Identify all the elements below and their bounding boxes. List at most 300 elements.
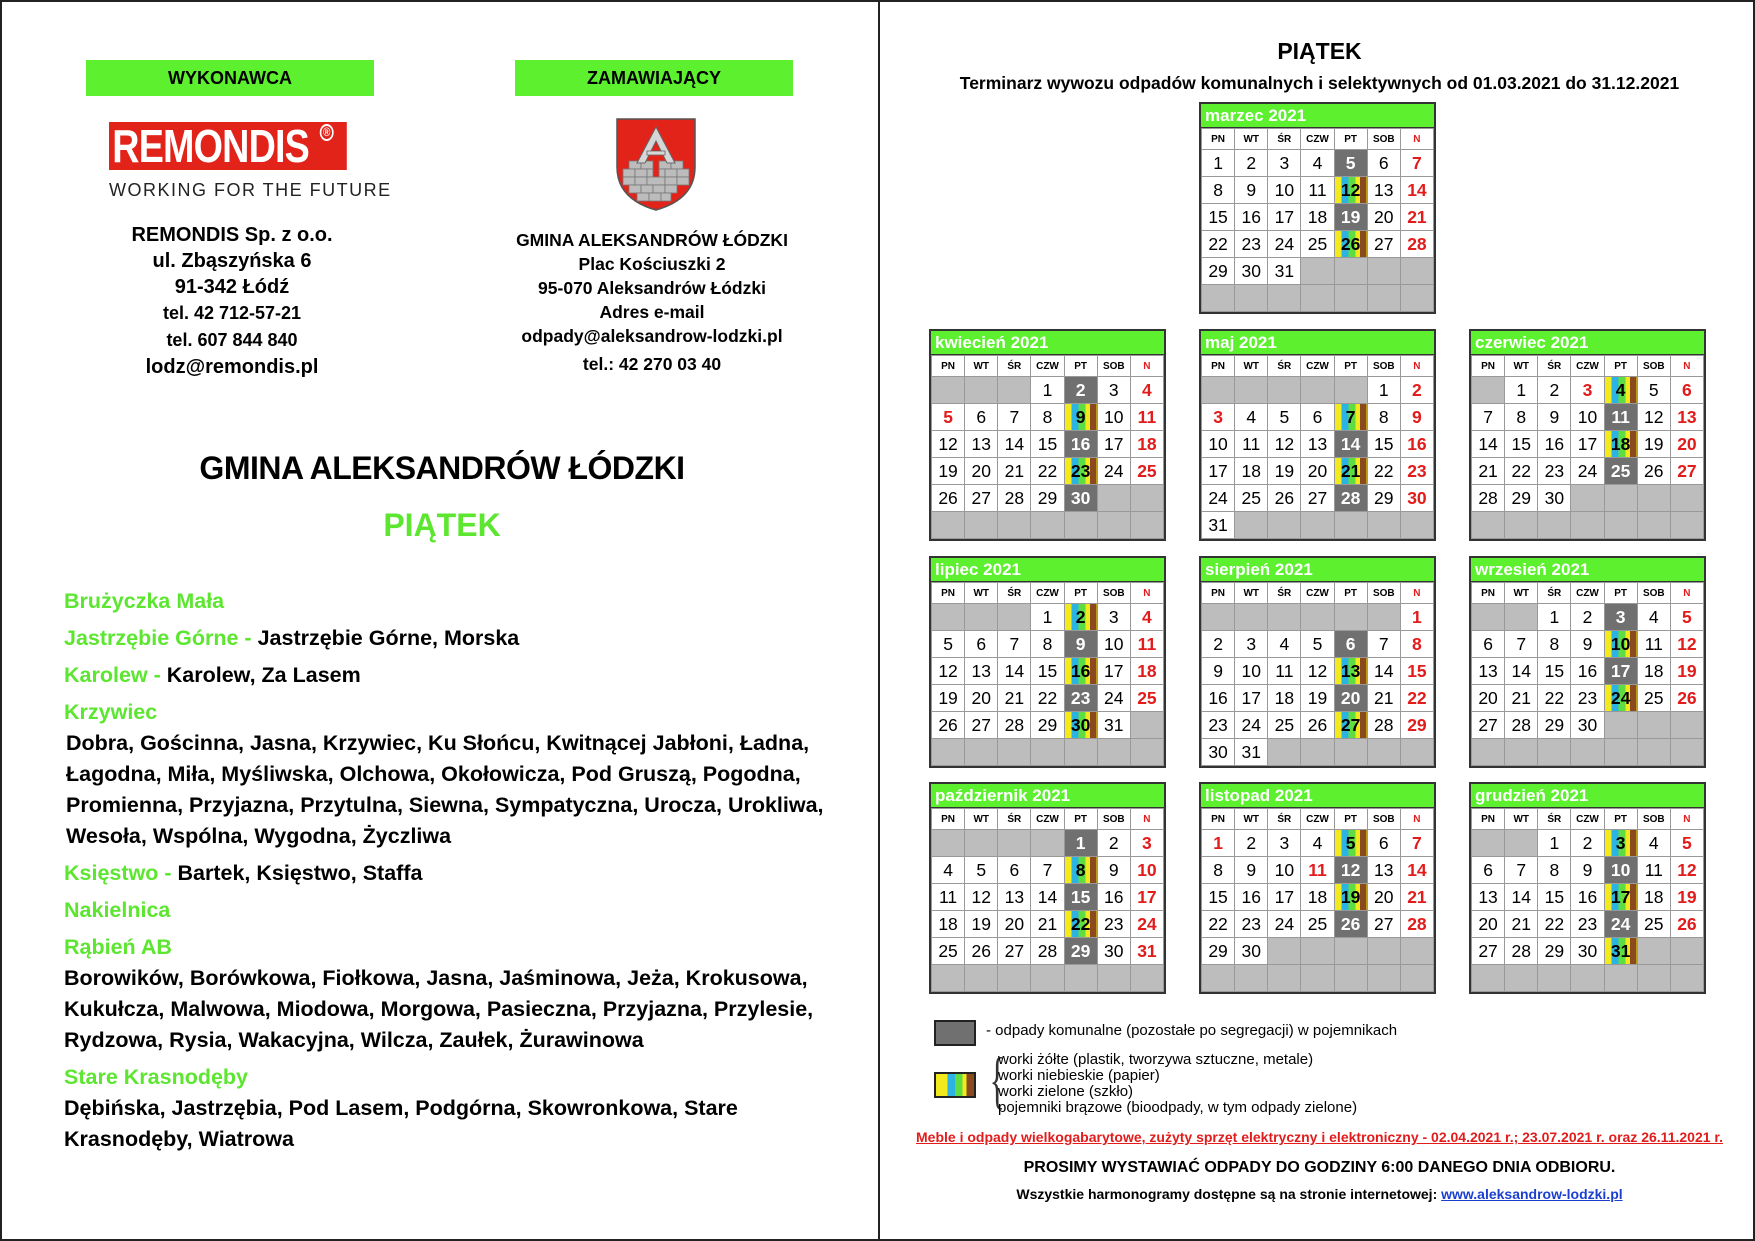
wykonawca-label: WYKONAWCA (86, 60, 374, 96)
day-cell: 7 (1400, 830, 1433, 857)
empty-day-cell (1670, 965, 1703, 992)
weekday-header: PT (1334, 129, 1367, 150)
client-email: odpady@aleksandrow-lodzki.pl (521, 326, 783, 346)
day-cell: 14 (1472, 431, 1505, 458)
day-cell: 26 (932, 712, 965, 739)
selective-pickup-day: 23 (1064, 458, 1097, 485)
day-cell: 12 (1268, 431, 1301, 458)
area-streets: Bartek, Księstwo, Staffa (177, 861, 423, 885)
day-cell: 17 (1571, 431, 1604, 458)
empty-day-cell (965, 965, 998, 992)
weekday-header: PT (1334, 809, 1367, 830)
day-cell: 2 (1571, 604, 1604, 631)
empty-day-cell (1538, 512, 1571, 539)
empty-day-cell (1334, 938, 1367, 965)
day-cell: 25 (1268, 712, 1301, 739)
weekday-header: SOB (1367, 809, 1400, 830)
legend-text: worki niebieskie (papier) (998, 1067, 1160, 1084)
day-cell: 24 (1268, 911, 1301, 938)
day-cell: 15 (1538, 884, 1571, 911)
weekday-header: CZW (1301, 583, 1334, 604)
area-item (64, 697, 864, 852)
day-cell: 28 (998, 712, 1031, 739)
day-cell: 3 (1097, 377, 1130, 404)
day-cell: 21 (1031, 911, 1064, 938)
weekday-header: N (1400, 129, 1433, 150)
day-cell: 11 (1130, 631, 1163, 658)
day-cell: 30 (1538, 485, 1571, 512)
day-cell: 13 (1472, 884, 1505, 911)
day-cell: 9 (1400, 404, 1433, 431)
day-cell: 1 (1538, 604, 1571, 631)
day-cell: 15 (1367, 431, 1400, 458)
day-cell: 2 (1235, 830, 1268, 857)
weekday-header: ŚR (1268, 583, 1301, 604)
contractor-line: tel. 42 712-57-21 (162, 303, 302, 323)
day-cell: 20 (1670, 431, 1703, 458)
empty-day-cell (1097, 512, 1130, 539)
empty-day-cell (1367, 604, 1400, 631)
area-streets: Karolew, Za Lasem (166, 663, 361, 687)
month-calendar (929, 329, 1166, 541)
empty-day-cell (998, 604, 1031, 631)
day-cell: 26 (1268, 485, 1301, 512)
day-cell: 30 (1400, 485, 1433, 512)
client-address (482, 228, 822, 376)
day-cell: 10 (1130, 857, 1163, 884)
day-cell: 18 (1130, 431, 1163, 458)
day-cell: 5 (932, 404, 965, 431)
empty-day-cell (1400, 285, 1433, 312)
day-cell: 17 (1202, 458, 1235, 485)
day-cell: 11 (932, 884, 965, 911)
weekday-header: WT (1235, 583, 1268, 604)
weekday-header: SOB (1367, 583, 1400, 604)
day-cell: 5 (1301, 631, 1334, 658)
empty-day-cell (1505, 965, 1538, 992)
empty-day-cell (1604, 965, 1637, 992)
contractor-line: 91-342 Łódź (174, 276, 290, 298)
day-cell: 28 (1400, 911, 1433, 938)
day-cell: 14 (1367, 658, 1400, 685)
area-name: Brużyczka Mała (64, 589, 225, 613)
day-cell: 6 (1367, 830, 1400, 857)
day-cell: 8 (1202, 857, 1235, 884)
selective-pickup-day: 3 (1604, 830, 1637, 857)
day-cell: 5 (1637, 377, 1670, 404)
day-cell: 16 (1097, 884, 1130, 911)
day-cell: 1 (1202, 830, 1235, 857)
day-cell: 13 (998, 884, 1031, 911)
empty-day-cell (1268, 604, 1301, 631)
day-cell: 11 (1235, 431, 1268, 458)
weekday-header: WT (965, 809, 998, 830)
empty-day-cell (1637, 512, 1670, 539)
brace-icon: { (989, 1044, 1006, 1115)
komunalne-pickup-day: 17 (1604, 658, 1637, 685)
day-cell: 27 (1670, 458, 1703, 485)
weekday-header: ŚR (1268, 129, 1301, 150)
weekday-header: PT (1334, 583, 1367, 604)
day-cell: 7 (1505, 857, 1538, 884)
day-cell: 13 (1472, 658, 1505, 685)
day-cell: 14 (1400, 177, 1433, 204)
day-cell: 21 (1505, 685, 1538, 712)
empty-day-cell (1472, 965, 1505, 992)
selective-pickup-day: 13 (1334, 658, 1367, 685)
day-cell: 19 (1637, 431, 1670, 458)
day-cell: 30 (1571, 712, 1604, 739)
day-cell: 20 (965, 458, 998, 485)
website-link[interactable]: www.aleksandrow-lodzki.pl (1441, 1186, 1623, 1202)
empty-day-cell (1472, 604, 1505, 631)
empty-day-cell (1472, 830, 1505, 857)
day-cell: 8 (1538, 631, 1571, 658)
komunalne-pickup-day: 6 (1334, 631, 1367, 658)
day-cell: 7 (1031, 857, 1064, 884)
day-cell: 30 (1202, 739, 1235, 766)
remondis-logo (109, 120, 392, 201)
empty-day-cell (1235, 285, 1268, 312)
day-cell: 10 (1097, 404, 1130, 431)
komunalne-pickup-day: 16 (1064, 431, 1097, 458)
selective-pickup-day: 8 (1064, 857, 1097, 884)
weekday-header: WT (965, 356, 998, 377)
selective-pickup-day: 18 (1604, 431, 1637, 458)
area-streets: Jastrzębie Górne, Morska (257, 626, 520, 650)
day-cell: 26 (1670, 911, 1703, 938)
contractor-line: ul. Zbąszyńska 6 (152, 250, 312, 272)
day-cell: 14 (1400, 857, 1433, 884)
day-cell: 27 (1472, 712, 1505, 739)
weekday-header: CZW (1031, 583, 1064, 604)
empty-day-cell (965, 512, 998, 539)
month-calendar (929, 782, 1166, 994)
empty-day-cell (1400, 938, 1433, 965)
day-cell: 4 (1637, 830, 1670, 857)
weekday-header: PN (1202, 129, 1235, 150)
day-cell: 18 (1235, 458, 1268, 485)
day-cell: 16 (1235, 884, 1268, 911)
day-cell: 1 (1202, 150, 1235, 177)
selective-pickup-day: 17 (1604, 884, 1637, 911)
area-name: Jastrzębie Górne - (64, 626, 258, 650)
selective-pickup-day: 12 (1334, 177, 1367, 204)
empty-day-cell (1031, 965, 1064, 992)
day-cell: 18 (1130, 658, 1163, 685)
legend-text: worki zielone (szkło) (998, 1083, 1134, 1100)
day-cell: 26 (1637, 458, 1670, 485)
empty-day-cell (1367, 739, 1400, 766)
weekday-header: SOB (1367, 129, 1400, 150)
day-cell: 30 (1571, 938, 1604, 965)
empty-day-cell (998, 739, 1031, 766)
day-cell: 2 (1097, 830, 1130, 857)
empty-day-cell (1367, 258, 1400, 285)
empty-day-cell (1472, 512, 1505, 539)
day-cell: 7 (998, 631, 1031, 658)
empty-day-cell (1604, 512, 1637, 539)
client-line: GMINA ALEKSANDRÓW ŁÓDZKI (516, 230, 788, 250)
empty-day-cell (1367, 938, 1400, 965)
month-calendar (1199, 329, 1436, 541)
weekday-header: PT (1334, 356, 1367, 377)
day-cell: 1 (1367, 377, 1400, 404)
empty-day-cell (1130, 512, 1163, 539)
komunalne-pickup-day: 10 (1604, 857, 1637, 884)
weekday-header: WT (1235, 129, 1268, 150)
day-cell: 7 (1400, 150, 1433, 177)
day-cell: 2 (1571, 830, 1604, 857)
day-cell: 23 (1400, 458, 1433, 485)
day-cell: 28 (998, 485, 1031, 512)
month-calendar (1199, 102, 1436, 314)
weekday-header: PN (1472, 356, 1505, 377)
day-cell: 12 (1301, 658, 1334, 685)
selective-pickup-day: 27 (1334, 712, 1367, 739)
empty-day-cell (1571, 965, 1604, 992)
empty-day-cell (1334, 512, 1367, 539)
day-cell: 24 (1571, 458, 1604, 485)
day-cell: 9 (1235, 857, 1268, 884)
weekday-header: SOB (1097, 583, 1130, 604)
weekday-header: CZW (1301, 356, 1334, 377)
day-cell: 15 (1538, 658, 1571, 685)
day-cell: 29 (1538, 712, 1571, 739)
area-name: Rąbień AB (64, 935, 172, 959)
day-cell: 17 (1268, 204, 1301, 231)
empty-day-cell (1301, 739, 1334, 766)
empty-day-cell (1301, 965, 1334, 992)
empty-day-cell (1202, 604, 1235, 631)
komunalne-pickup-day: 24 (1604, 911, 1637, 938)
day-cell: 28 (1400, 231, 1433, 258)
day-cell: 29 (1505, 485, 1538, 512)
empty-day-cell (1064, 965, 1097, 992)
day-cell: 11 (1130, 404, 1163, 431)
day-cell: 28 (1505, 938, 1538, 965)
month-calendar (1469, 329, 1706, 541)
day-cell: 14 (998, 431, 1031, 458)
empty-day-cell (1268, 285, 1301, 312)
empty-day-cell (998, 830, 1031, 857)
weekday-header: WT (1505, 809, 1538, 830)
empty-day-cell (1637, 965, 1670, 992)
day-cell: 25 (1637, 685, 1670, 712)
empty-day-cell (1400, 512, 1433, 539)
day-cell: 1 (1505, 377, 1538, 404)
empty-day-cell (932, 830, 965, 857)
day-cell: 27 (1367, 231, 1400, 258)
registered-mark: ® (320, 124, 334, 141)
empty-day-cell (965, 830, 998, 857)
day-cell: 24 (1202, 485, 1235, 512)
empty-day-cell (1604, 712, 1637, 739)
weekday-header: N (1130, 356, 1163, 377)
day-cell: 19 (932, 685, 965, 712)
contractor-line: REMONDIS Sp. z o.o. (131, 224, 333, 246)
day-cell: 10 (1571, 404, 1604, 431)
day-label: PIĄTEK (383, 507, 501, 543)
area-item (64, 623, 864, 654)
day-cell: 22 (1367, 458, 1400, 485)
empty-day-cell (1505, 830, 1538, 857)
day-cell: 28 (1031, 938, 1064, 965)
day-cell: 15 (1202, 884, 1235, 911)
komunalne-pickup-day: 23 (1064, 685, 1097, 712)
day-cell: 13 (1670, 404, 1703, 431)
day-cell: 16 (1235, 204, 1268, 231)
weekday-header: SOB (1637, 356, 1670, 377)
day-cell: 23 (1097, 911, 1130, 938)
client-line: Adres e-mail (599, 302, 705, 322)
day-cell: 21 (998, 458, 1031, 485)
day-cell: 2 (1202, 631, 1235, 658)
weekday-header: WT (965, 583, 998, 604)
remondis-logo-text: REMONDIS (112, 120, 310, 172)
day-cell: 6 (965, 631, 998, 658)
komunalne-pickup-day: 5 (1334, 150, 1367, 177)
empty-day-cell (1538, 739, 1571, 766)
client-line: tel.: 42 270 03 40 (582, 354, 722, 374)
day-cell: 20 (1367, 204, 1400, 231)
day-cell: 12 (965, 884, 998, 911)
legend-text: - odpady komunalne (pozostałe po segregacji) w pojemnikach (986, 1022, 1398, 1039)
weekday-header: PT (1064, 356, 1097, 377)
day-cell: 10 (1268, 177, 1301, 204)
empty-day-cell (1670, 938, 1703, 965)
day-cell: 25 (932, 938, 965, 965)
day-cell: 19 (1301, 685, 1334, 712)
area-name: Nakielnica (64, 898, 171, 922)
weekday-header: PN (1472, 583, 1505, 604)
day-cell: 27 (1301, 485, 1334, 512)
day-cell: 8 (1538, 857, 1571, 884)
day-cell: 4 (1637, 604, 1670, 631)
day-cell: 25 (1637, 911, 1670, 938)
day-cell: 25 (1130, 458, 1163, 485)
day-cell: 22 (1400, 685, 1433, 712)
day-cell: 25 (1301, 911, 1334, 938)
day-cell: 16 (1571, 658, 1604, 685)
weekday-header: CZW (1031, 356, 1064, 377)
day-cell: 9 (1235, 177, 1268, 204)
day-cell: 26 (1670, 685, 1703, 712)
day-cell: 3 (1268, 150, 1301, 177)
day-cell: 29 (1031, 712, 1064, 739)
area-streets: Dębińska, Jastrzębia, Pod Lasem, Podgórna, Skowronkowa, Stare Krasnodęby, Wiatrowa (64, 1096, 738, 1151)
day-cell: 17 (1235, 685, 1268, 712)
day-cell: 23 (1571, 685, 1604, 712)
weekday-header: CZW (1571, 583, 1604, 604)
selective-pickup-day: 10 (1604, 631, 1637, 658)
selective-pickup-day: 5 (1334, 830, 1367, 857)
day-cell: 13 (1367, 857, 1400, 884)
day-cell: 5 (932, 631, 965, 658)
weekday-header: WT (1235, 809, 1268, 830)
area-item (64, 586, 864, 617)
weekday-header: SOB (1097, 356, 1130, 377)
selective-pickup-day: 31 (1604, 938, 1637, 965)
selective-pickup-day: 26 (1334, 231, 1367, 258)
komunalne-pickup-day: 11 (1604, 404, 1637, 431)
empty-day-cell (1367, 512, 1400, 539)
day-cell: 2 (1400, 377, 1433, 404)
day-cell: 29 (1202, 258, 1235, 285)
empty-day-cell (1235, 377, 1268, 404)
komunalne-pickup-day: 20 (1334, 685, 1367, 712)
area-item (64, 858, 864, 889)
contractor-address (102, 222, 362, 380)
day-cell: 12 (1670, 631, 1703, 658)
day-cell: 29 (1202, 938, 1235, 965)
month-name: grudzień 2021 (1471, 784, 1704, 808)
empty-day-cell (1604, 739, 1637, 766)
weekday-header: ŚR (1538, 809, 1571, 830)
empty-day-cell (1637, 938, 1670, 965)
area-name: Karolew - (64, 663, 167, 687)
weekday-header: PT (1604, 583, 1637, 604)
empty-day-cell (1301, 938, 1334, 965)
day-cell: 24 (1097, 458, 1130, 485)
selective-pickup-day: 21 (1334, 458, 1367, 485)
empty-day-cell (1472, 377, 1505, 404)
empty-day-cell (1670, 512, 1703, 539)
empty-day-cell (1130, 739, 1163, 766)
empty-day-cell (1604, 485, 1637, 512)
area-name: Krzywiec (64, 700, 158, 724)
day-cell: 12 (1670, 857, 1703, 884)
area-list (64, 586, 864, 1161)
day-cell: 2 (1538, 377, 1571, 404)
month-calendar (1199, 782, 1436, 994)
empty-day-cell (1301, 258, 1334, 285)
komunalne-pickup-day: 29 (1064, 938, 1097, 965)
day-cell: 18 (1637, 884, 1670, 911)
day-cell: 20 (998, 911, 1031, 938)
empty-day-cell (1571, 485, 1604, 512)
day-cell: 13 (1367, 177, 1400, 204)
day-cell: 16 (1400, 431, 1433, 458)
day-cell: 7 (998, 404, 1031, 431)
day-cell: 28 (1472, 485, 1505, 512)
day-cell: 30 (1235, 938, 1268, 965)
empty-day-cell (1031, 739, 1064, 766)
day-cell: 8 (1505, 404, 1538, 431)
day-cell: 24 (1130, 911, 1163, 938)
day-cell: 13 (965, 431, 998, 458)
day-cell: 15 (1400, 658, 1433, 685)
empty-day-cell (1505, 604, 1538, 631)
legend-text: worki żółte (plastik, tworzywa sztuczne, metale) (998, 1051, 1314, 1068)
day-cell: 6 (1367, 150, 1400, 177)
day-cell: 26 (965, 938, 998, 965)
day-cell: 27 (965, 485, 998, 512)
weekday-header: CZW (1571, 356, 1604, 377)
day-cell: 30 (1097, 938, 1130, 965)
empty-day-cell (1097, 965, 1130, 992)
contractor-line: lodz@remondis.pl (145, 356, 319, 378)
empty-day-cell (1334, 965, 1367, 992)
empty-day-cell (1334, 285, 1367, 312)
day-cell: 18 (932, 911, 965, 938)
empty-day-cell (1130, 712, 1163, 739)
komunalne-pickup-day: 3 (1604, 604, 1637, 631)
komunalne-pickup-day: 19 (1334, 204, 1367, 231)
komunalne-pickup-day: 30 (1064, 485, 1097, 512)
day-cell: 23 (1235, 911, 1268, 938)
month-name: wrzesień 2021 (1471, 558, 1704, 582)
